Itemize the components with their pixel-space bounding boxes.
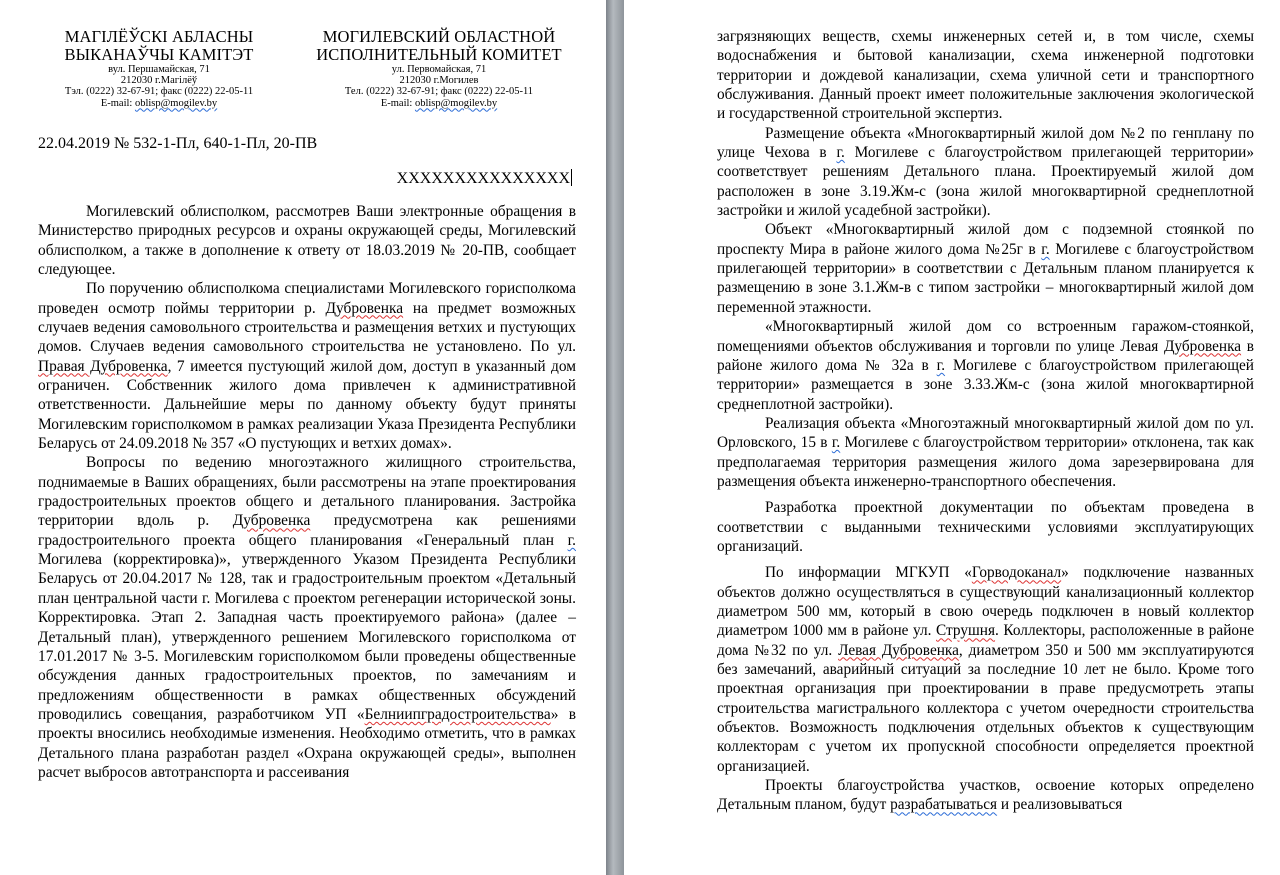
email-label: E-mail:: [380, 97, 415, 109]
reference-number: 22.04.2019 № 532-1-Пл, 640-1-Пл, 20-ПВ: [38, 134, 318, 152]
text-run: » в проекты вносились необходимые изменения. Необходимо отметить, что в рамках Детального плана разработан раздел «Охрана окружающей среды», выполнен расчет выбросов автотранспорта и рассеивания: [38, 705, 576, 781]
city-address: 212030 г.Могилев: [399, 74, 479, 86]
org-name-line-2: ИСПОЛНИТЕЛЬНЫЙ КОМИТЕТ: [316, 44, 562, 64]
paragraph-4: [717, 124, 1254, 221]
text-run: предусмотрена как решениями градостроительного проекта общего планирования «Генеральный план: [38, 512, 576, 549]
addressee-text: ХХХХХХХХХХХХХХХ: [396, 169, 570, 187]
text-run: По информации МГКУП «: [765, 564, 972, 582]
text-run: Проекты благоустройства участков, освоение которых определено Детальным планом, будут: [717, 777, 1254, 814]
text-run: По поручению облисполкома специалистами Могилевского горисполкома проведен осмотр поймы территории р.: [38, 280, 576, 317]
text-run: Вопросы по ведению многоэтажного жилищного строительства, поднимаемые в Ваших обращениях, были рассмотрены на этапе проектирования градостроительных проектов общего и детального планирования. Застройка территории вдоль р.: [38, 454, 576, 530]
street-address: ул. Первомайская, 71: [391, 63, 487, 75]
paragraph-2: [38, 279, 576, 453]
paragraph-3: [38, 453, 576, 782]
letterhead-russian: [302, 28, 576, 109]
phone-fax: Тэл. (0222) 32-67-91; факс (0222) 22-05-11: [64, 86, 254, 98]
paragraph-7: [717, 414, 1254, 491]
text-run: Могилеве с благоустройством прилегающей территории» соответствует решениям Детального плана. Проектируемый жилой дом расположен в зоне 3.19.Жм-с (зона жилой многоквартирной среднеплотной застройки и жилой усадебной застройки).: [717, 144, 1254, 220]
org-name-line-1: МАГІЛЁЎСКІ АБЛАСНЫ: [64, 27, 254, 46]
addressee[interactable]: [38, 169, 576, 188]
spellcheck-word: Левая Дубровенка: [838, 641, 959, 659]
city-address: 212030 г.Магілёў: [120, 74, 198, 86]
text-run: Могилева (корректировка)», утвержденного Указом Президента Республики Беларусь от 20.04.2017 № 128, так и градостроительным проектом «Детальный план центральной части г. Могилева с проектом регенерации исторической зоны. Корректировка. Этап 2. Западная часть проектируемого района» (далее – Детальный план), утвержденного решением Могилевского горисполкома от 17.01.2017 № 3-5. Могилевским горисполкомом были проведены общественные обсуждения данных градостроительных проектов, по замечаниям и предложениям общественности в рамках общественных обсуждений проводились совещания, разработчиком УП «: [38, 551, 576, 723]
spellcheck-word: Правая Дубровенка: [38, 357, 168, 375]
text-run: и реализовываться: [997, 796, 1123, 814]
grammar-check-word: г.: [567, 531, 576, 549]
email-line: [38, 98, 280, 109]
document-page-right: [624, 0, 1280, 875]
letter-body-right[interactable]: [717, 27, 1254, 815]
grammar-check-word: г.: [831, 434, 841, 452]
org-name-line-1: МОГИЛЕВСКИЙ ОБЛАСТНОЙ: [322, 27, 556, 46]
text-run: . Коллекторы, расположенные в районе дома №32 по ул.: [717, 622, 1254, 659]
document-page-left: [0, 0, 606, 875]
paragraph-1: Могилевский облисполком, рассмотрев Ваши электронные обращения в Министерство природных ресурсов и охраны окружающей среды, Могилевский облисполком, а также в дополнение к ответу от 18.03.2019 № 20-ПВ, сообщает следующее.: [38, 202, 576, 278]
letterhead: [38, 28, 576, 109]
spellcheck-word: Дубровенка: [232, 512, 311, 530]
text-run: Могилеве с благоустройством территории» отклонена, так как предполагаемая территория размещения жилого дома зарезервирована для размещения объекта инженерно-транспортного обеспечения.: [717, 434, 1254, 490]
grammar-check-word: разрабатываться: [890, 796, 998, 814]
text-run: Объект «Многоквартирный жилой дом с подземной стоянкой по проспекту Мира в районе жилого дома №25г в: [717, 221, 1254, 258]
letter-body-left[interactable]: [38, 202, 576, 782]
text-run: на предмет возможных случаев ведения самовольного строительства и размещения ветхих и пустующих домов. Случаев ведения самовольного строительства не установлено. По ул.: [38, 299, 576, 356]
text-run: Могилеве с благоустройством прилегающей территории» размещается в зоне 3.33.Жм-с (зона жилой многоквартирной среднеплотной застройки).: [717, 356, 1254, 413]
email-address: oblisp@mogilev.by: [134, 97, 218, 109]
letterhead-belarusian: [38, 28, 280, 109]
spellcheck-word: Струшня: [936, 622, 996, 640]
spellcheck-word: Белниипградостроительства: [364, 705, 551, 723]
phone-fax: Тел. (0222) 32-67-91; факс (0222) 22-05-11: [344, 86, 534, 98]
text-run: в районе жилого дома № 32а в: [717, 337, 1254, 374]
text-run: , диаметром 350 и 500 мм эксплуатируются без замечаний, аварийный ситуаций за последние 10 лет не было. Кроме того проектная организация при проектировании в праве предусмотреть этапы строительства магистрального коллектора с учетом очередности строительства объектов. Возможность подключения отдельных объектов к существующим коллекторам с учетом их пропускной способности определяется проектной организацией.: [717, 641, 1255, 775]
text-run: Реализация объекта «Многоэтажный многоквартирный жилой дом по ул. Орловского, 15 в: [717, 414, 1254, 452]
text-cursor: [571, 169, 572, 186]
paragraph-continued: загрязняющих веществ, схемы инженерных сетей и, в том числе, схемы водоснабжения и бытовой канализации, схема инженерной подготовки территории и дождевой канализации, схема уличной сети и транспортного обслуживания. Данный проект имеет положительные заключения экологической и государственной строительной экспертиз.: [717, 28, 1254, 123]
page-gap: [606, 0, 624, 875]
paragraph-5: [717, 220, 1254, 317]
spellcheck-word: Горводоканал: [971, 564, 1062, 582]
paragraph-9: [717, 563, 1254, 776]
street-address: вул. Першамайская, 71: [108, 63, 210, 75]
email-label: E-mail:: [100, 97, 135, 109]
paragraph-8: Разработка проектной документации по объектам проведена в соответствии с выданными техническими условиями эксплуатирующих организаций.: [717, 499, 1254, 555]
text-run: «Многоквартирный жилой дом со встроенным гаражом-стоянкой, помещениями объектов обслуживания и торговли по улице Левая: [717, 318, 1254, 355]
email-address: oblisp@mogilev.by: [414, 97, 498, 109]
grammar-check-word: г.: [936, 356, 946, 374]
paragraph-6: [717, 317, 1254, 414]
email-line: [302, 98, 576, 109]
spellcheck-word: Дубровенка: [1164, 337, 1242, 355]
spellcheck-word: Дубровенка: [325, 299, 404, 317]
grammar-check-word: г.: [836, 144, 845, 162]
org-name-line-2: ВЫКАНАЎЧЫ КАМІТЭТ: [64, 44, 254, 64]
text-run: Могилеве с благоустройством прилегающей территории» в соответствии с Детальным планом планируется к размещению в зоне 3.1.Жм-в с типом застройки – многоквартирный жилой дом переменной этажности.: [717, 240, 1254, 316]
text-run: , 7 имеется пустующий жилой дом, доступ в указанный дом ограничен. Собственник жилого дома привлечен к административной ответственности. Дальнейшие меры по данному объекту будут приняты Могилевским горисполкомом в рамках реализации Указа Президента Республики Беларусь от 24.09.2018 № 357 «О пустующих и ветхих домах».: [38, 357, 576, 453]
text-run: » подключение названных объектов должно осуществляться в существующий канализационный коллектор диаметром 500 мм, который в свою очередь подключен в новый коллектор диаметром 1000 мм в районе ул.: [717, 564, 1255, 640]
grammar-check-word: г.: [1041, 240, 1050, 258]
text-run: Размещение объекта «Многоквартирный жилой дом №2 по генплану по улице Чехова в: [717, 124, 1254, 162]
paragraph-10: [717, 776, 1254, 815]
